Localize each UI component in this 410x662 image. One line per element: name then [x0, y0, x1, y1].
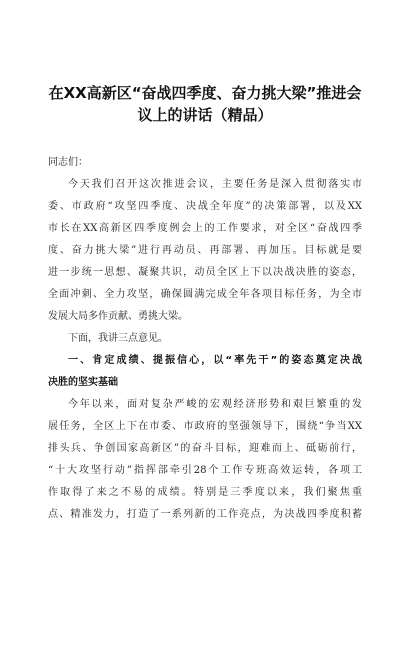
- paragraph-line: 排头兵、争创国家高新区”的奋斗目标，迎难而上、砥砺前行，: [48, 443, 362, 454]
- paragraph-intro: [48, 174, 362, 328]
- paragraph-line: 展任务，全区上下在市委、市政府的坚强领导下，围绕“争当XX: [48, 421, 362, 432]
- paragraph-achievements: [48, 394, 362, 526]
- title-line-1: 在XX高新区“奋战四季度、奋力挑大梁”推进会: [48, 84, 362, 102]
- paragraph-line: 委、市政府“攻坚四季度、决战全年度”的决策部署，以及XX: [48, 201, 362, 212]
- document-title: [48, 82, 362, 126]
- paragraph-line: 进一步统一思想、凝聚共识，动员全区上下以决战决胜的姿态，: [48, 267, 362, 278]
- salutation: 同志们：: [48, 157, 88, 168]
- paragraph-line: 度、奋力挑大梁”进行再动员、再部署、再加压。目标就是要: [48, 245, 362, 256]
- paragraph-line: 今年以来，面对复杂严峻的宏观经济形势和艰巨繁重的发: [68, 399, 362, 410]
- paragraph-line: 发展大局多作贡献、勇挑大梁。: [48, 311, 188, 322]
- paragraph-line: 今天我们召开这次推进会议，主要任务是深入贯彻落实市: [68, 179, 362, 190]
- paragraph-transition: 下面，我讲三点意见。: [68, 333, 168, 344]
- paragraph-line: 全面冲刺、全力攻坚，确保圆满完成全年各项目标任务，为全市: [48, 289, 362, 300]
- heading-line: 决胜的坚实基础: [48, 377, 118, 388]
- heading-line: 一、肯定成绩、提振信心，以“率先干”的姿态奠定决战: [68, 355, 362, 366]
- paragraph-line: “十大攻坚行动”指挥部牵引28个工作专班高效运转，各项工: [48, 465, 362, 476]
- document-page: [0, 82, 410, 662]
- section-heading-1: [48, 350, 362, 394]
- paragraph-line: 市长在XX高新区四季度例会上的工作要求，对全区“奋战四季: [48, 223, 362, 234]
- document-body: [48, 152, 362, 526]
- paragraph-line: 作取得了来之不易的成绩。特别是三季度以来，我们聚焦重: [48, 487, 362, 498]
- title-line-2: 议上的讲话（精品）: [137, 106, 273, 124]
- paragraph-line: 点、精准发力，打造了一系列新的工作亮点，为决战四季度积蓄: [48, 509, 362, 520]
